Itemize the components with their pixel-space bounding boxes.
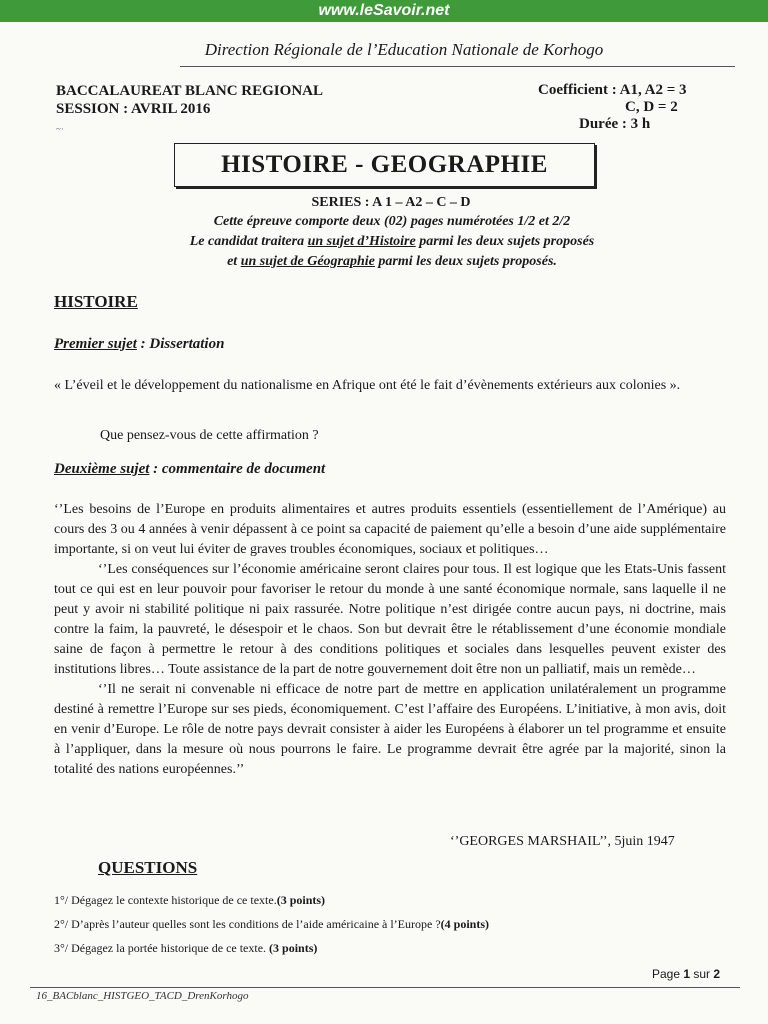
sujet2-heading: Deuxième sujet : commentaire de document [54, 461, 326, 477]
series-line: SERIES : A 1 – A2 – C – D [311, 195, 471, 210]
header-divider [180, 66, 735, 67]
coefficient-a: Coefficient : A1, A2 = 3 [538, 82, 687, 98]
scan-mark: ~· [56, 124, 64, 134]
sujet1-quote: « L’éveil et le développement du nationalisme en Afrique ont été le fait d’évènements extérieurs aux colonies ». [54, 378, 681, 393]
exam-coefficients [538, 82, 687, 133]
subject-title-box [174, 143, 595, 187]
instruction-geographie: et un sujet de Géographie parmi les deux sujets proposés. [227, 254, 557, 269]
sujet1-heading: Premier sujet : Dissertation [54, 336, 225, 352]
instruction-pages: Cette épreuve comporte deux (02) pages numérotées 1/2 et 2/2 [213, 214, 571, 229]
exam-session: SESSION : AVRIL 2016 [56, 101, 211, 117]
instruction-histoire: Le candidat traitera un sujet d’Histoire parmi les deux sujets proposés [189, 234, 595, 249]
document-paragraph: ‘’Les conséquences sur l’économie américaine seront claires pour tous. Il est logique que les Etats-Unis fassent tout ce qui est en leur pouvoir pour favoriser le retour du monde à une santé économique normale, sans laquelle il ne peut y avoir ni stabilité politique ni paix rassurée. Notre politique n’est dirigée contre aucun pays, ni doctrine, mais contre la faim, la pauvreté, le désespoir et le chaos. Son but devrait être le rétablissement d’une économie mondiale saine de façon à permettre le retour à des conditions politiques et sociales dans lesquelles peuvent exister des institutions libres… Toute assistance de la part de notre gouvernement doit être non un palliatif, mais un remède… [54, 562, 726, 677]
document-paragraph: ‘’Il ne serait ni convenable ni efficace de notre part de mettre en application unilatéralement un programme destiné à remettre l’Europe sur ses pieds, économiquement. C’est l’affaire des Européens. L’initiative, à mon avis, doit en venir d’Europe. Le rôle de notre pays devrait consister à aider les Européens à élaborer un tel programme et ensuite à l’appliquer, dans la mesure où nous pourrons le faire. Le programme devrait être agrée par la majorité, sinon la totalité des nations européennes.’’ [54, 682, 726, 777]
instructions [0, 212, 768, 272]
coefficient-cd: C, D = 2 [625, 99, 678, 115]
question-item: 1°/ Dégagez le contexte historique de ce texte.(3 points) [54, 893, 326, 907]
document-source: ‘’GEORGES MARSHAIL’’, 5juin 1947 [450, 834, 675, 849]
subject-title: HISTOIRE - GEOGRAPHIE [221, 151, 548, 178]
exam-name: BACCALAUREAT BLANC REGIONAL [56, 83, 323, 99]
document-text [54, 500, 726, 780]
section-heading-histoire: HISTOIRE [54, 292, 138, 311]
exam-duration: Durée : 3 h [579, 116, 651, 132]
exam-info [56, 82, 323, 118]
site-banner [0, 0, 768, 22]
document-paragraph: ‘’Les besoins de l’Europe en produits alimentaires et autres produits essentiels (essentiellement de l’Amérique) au cours des 3 ou 4 années à venir dépassent à ce point sa capacité de paiement qu’elle a besoin d’une aide supplémentaire importante, si on veut lui éviter de graves troubles économiques, sociaux et politiques… [54, 502, 726, 557]
sujet1-question: Que pensez-vous de cette affirmation ? [100, 428, 319, 443]
footer-filename: 16_BACblanc_HISTGEO_TACD_DrenKorhogo [36, 990, 249, 1002]
questions-heading: QUESTIONS [98, 858, 198, 877]
direction-title: Direction Régionale de l’Education Nationale de Korhogo [204, 40, 604, 59]
site-url[interactable]: www.leSavoir.net [318, 2, 450, 19]
question-item: 2°/ D’après l’auteur quelles sont les conditions de l’aide américaine à l’Europe ?(4 points) [54, 917, 489, 931]
footer-divider [30, 987, 740, 988]
page-number: Page 1 sur 2 [652, 967, 721, 981]
question-item: 3°/ Dégagez la portée historique de ce texte. (3 points) [54, 941, 318, 955]
